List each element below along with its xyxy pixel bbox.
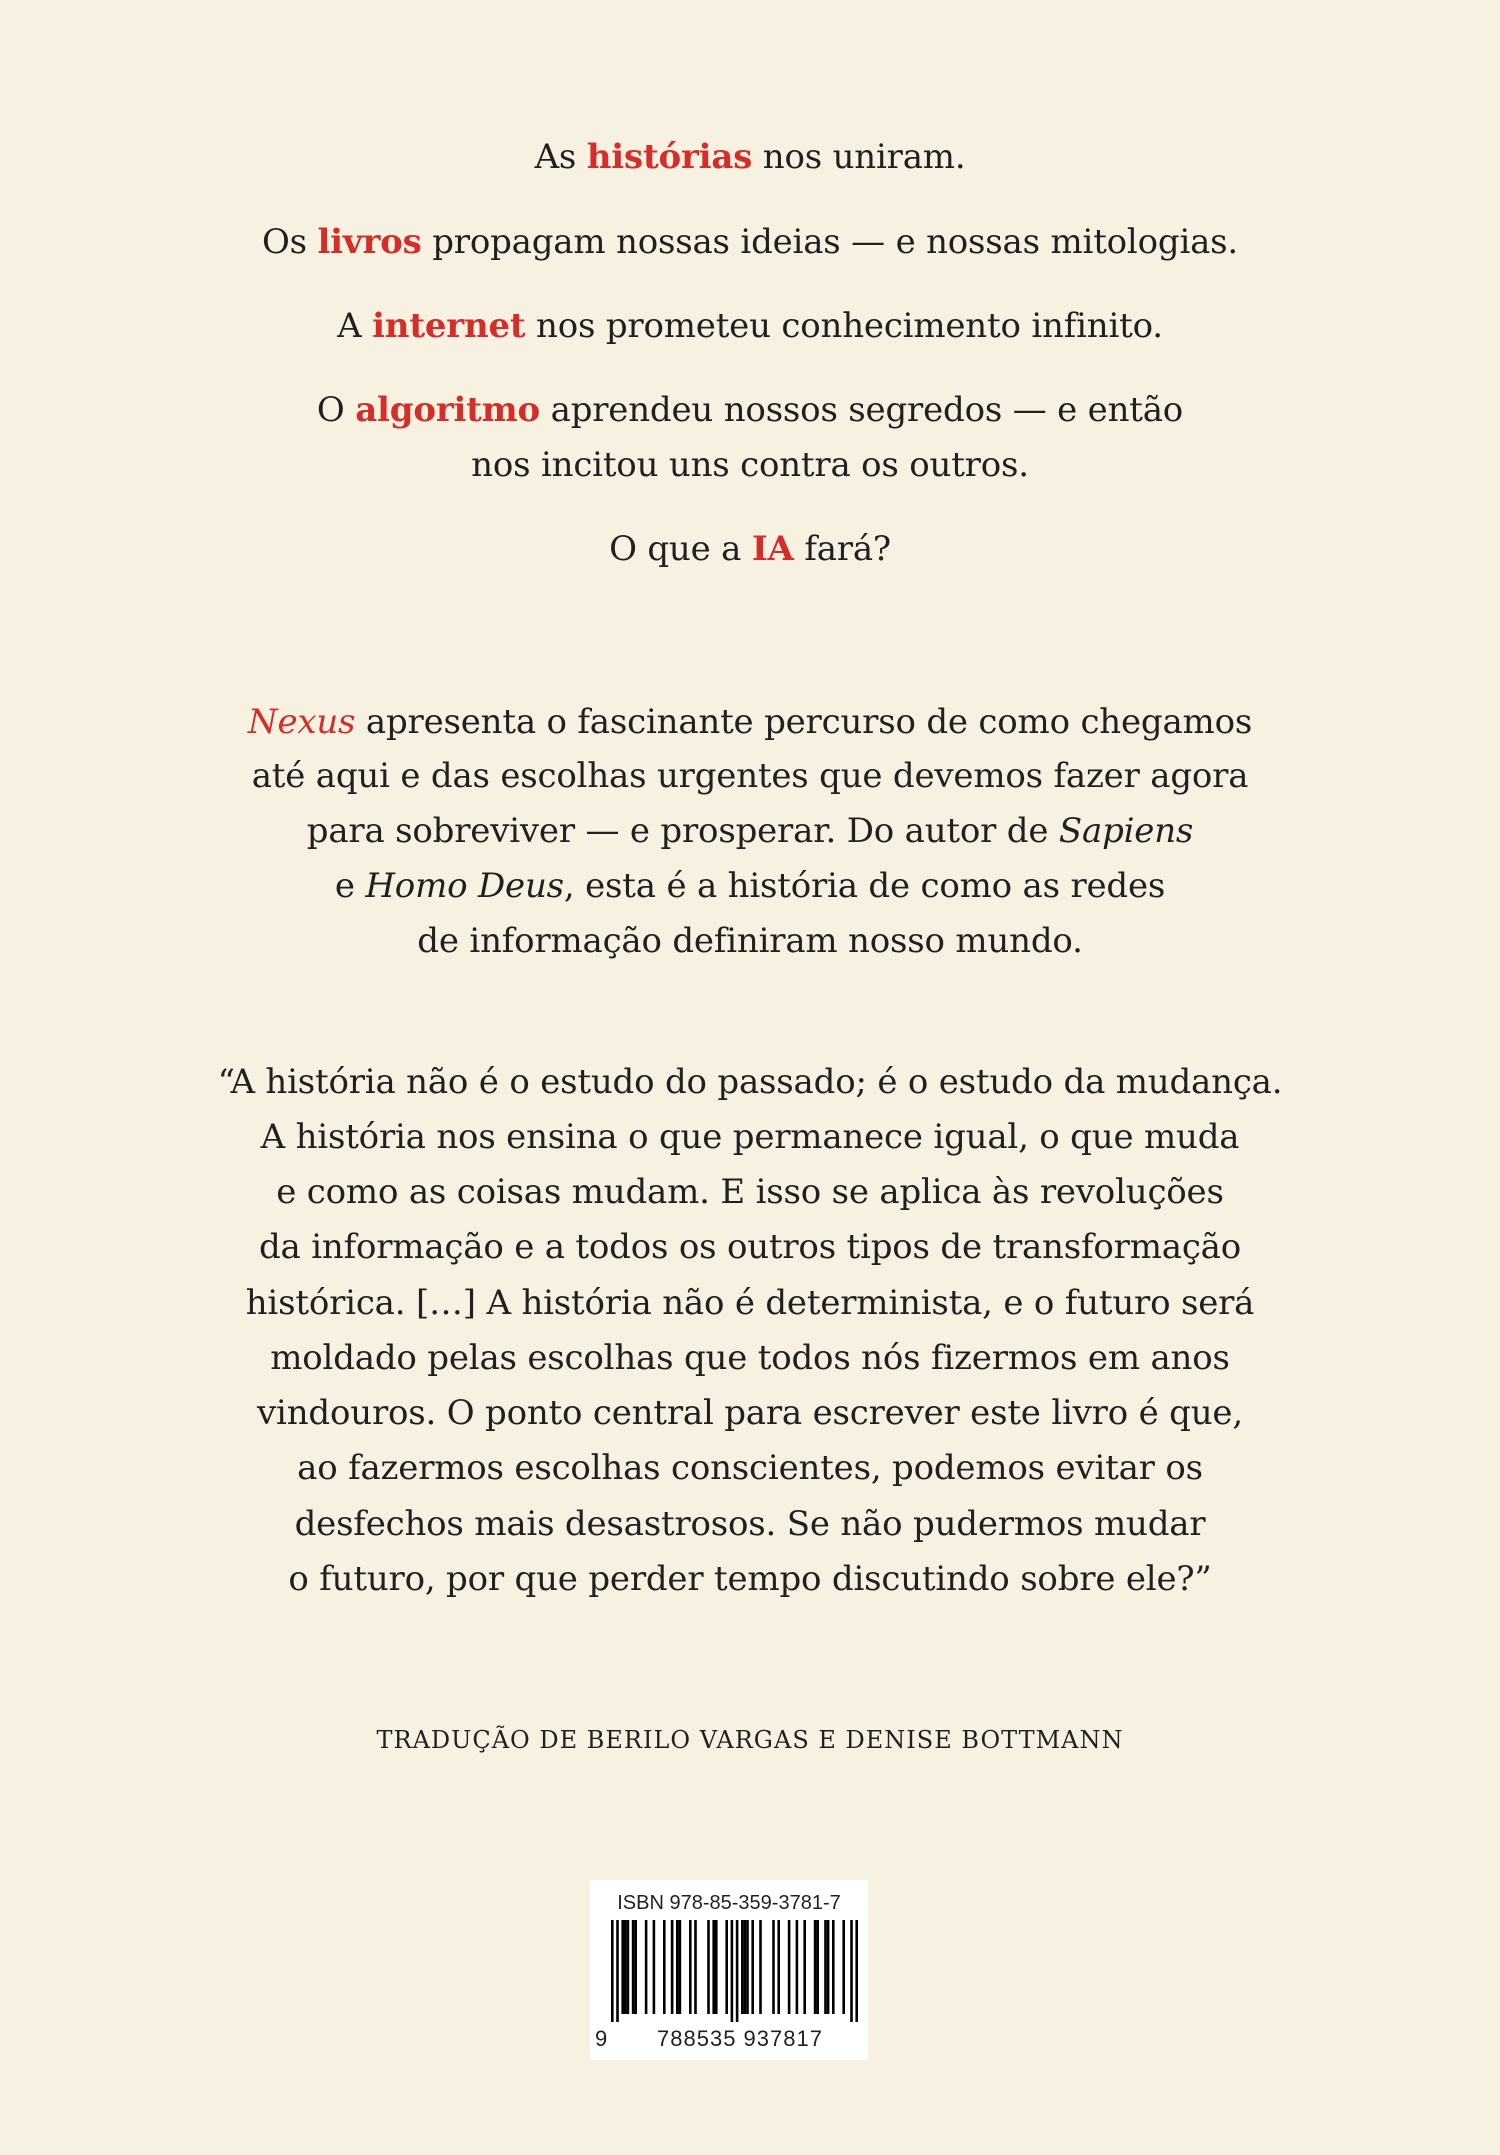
barcode-bar bbox=[850, 1920, 853, 2022]
barcode-bar bbox=[814, 1920, 817, 2014]
quote-line: “A história não é o estudo do passado; é o estudo da mudança. bbox=[217, 1062, 1283, 1102]
tagline-5 bbox=[0, 529, 1500, 569]
barcode-bar bbox=[645, 1920, 648, 2014]
tagline-1 bbox=[0, 137, 1500, 177]
quote-line: da informação e a todos os outros tipos de transformação bbox=[258, 1227, 1242, 1267]
barcode-bar bbox=[751, 1920, 754, 2014]
synopsis-line-2 bbox=[0, 756, 1500, 796]
quote-line: A história nos ensina o que permanece igual, o que muda bbox=[260, 1117, 1240, 1157]
barcode-bar bbox=[824, 1920, 827, 2014]
tagline-2 bbox=[0, 222, 1500, 262]
barcode-bar bbox=[746, 1920, 749, 2014]
quote-line: desfechos mais desastrosos. Se não pudermos mudar bbox=[294, 1504, 1206, 1544]
tagline-2-pre: Os bbox=[261, 222, 318, 262]
barcode-bar bbox=[679, 1920, 682, 2014]
quote-line: ao fazermos escolhas conscientes, podemos evitar os bbox=[297, 1448, 1203, 1488]
barcode-bar bbox=[712, 1920, 715, 2014]
barcode-bar bbox=[741, 1920, 744, 2014]
tagline-5-post: fará? bbox=[793, 529, 891, 569]
tagline-4-post: aprendeu nossos segredos — e então bbox=[540, 390, 1184, 430]
barcode-bar bbox=[731, 1920, 734, 2022]
barcode-bar bbox=[694, 1920, 697, 2014]
barcode-bar bbox=[855, 1920, 858, 2022]
synopsis-line-1-text: apresenta o fascinante percurso de como chegamos bbox=[355, 702, 1253, 742]
tagline-4-keyword: algoritmo bbox=[355, 390, 541, 430]
synopsis-line-1 bbox=[0, 702, 1500, 742]
barcode-bar bbox=[707, 1920, 710, 2014]
tagline-5-pre: O que a bbox=[609, 529, 752, 569]
barcode-bar bbox=[759, 1920, 762, 2014]
barcode-bar bbox=[796, 1920, 799, 2014]
isbn-barcode bbox=[590, 1880, 868, 2060]
tagline-1-post: nos uniram. bbox=[752, 137, 966, 177]
barcode-bar bbox=[715, 1920, 718, 2014]
sapiens-title: Sapiens bbox=[1058, 811, 1194, 851]
synopsis-line-3-text: para sobreviver — e prosperar. Do autor de bbox=[306, 811, 1059, 851]
tagline-2-post: propagam nossas ideias — e nossas mitologias. bbox=[421, 222, 1239, 262]
tagline-1-keyword: histórias bbox=[586, 137, 753, 177]
tagline-4-continued bbox=[0, 445, 1500, 485]
homo-deus-title: Homo Deus bbox=[365, 866, 564, 906]
ean-digits: 788535 937817 bbox=[657, 2026, 823, 2051]
tagline-3-keyword: internet bbox=[372, 306, 526, 346]
barcode-bar bbox=[634, 1920, 637, 2014]
tagline-5-keyword: IA bbox=[751, 529, 794, 569]
synopsis-line-4 bbox=[0, 866, 1500, 906]
barcode-bar bbox=[616, 1920, 619, 2022]
quote-line: vindouros. O ponto central para escrever este livro é que, bbox=[257, 1393, 1243, 1433]
synopsis-line-2-text: até aqui e das escolhas urgentes que devemos fazer agora bbox=[251, 756, 1249, 796]
barcode-bar bbox=[803, 1920, 806, 2014]
tagline-2-keyword: livros bbox=[317, 222, 422, 262]
barcode-bar bbox=[777, 1920, 780, 2014]
barcode-bar bbox=[676, 1920, 679, 2014]
synopsis-line-5 bbox=[0, 921, 1500, 961]
synopsis-line-4-post: , esta é a história de como as redes bbox=[563, 866, 1166, 906]
barcode-bar bbox=[671, 1920, 674, 2014]
barcode-bar bbox=[632, 1920, 635, 2014]
barcode-bar bbox=[816, 1920, 819, 2014]
barcode-bar bbox=[842, 1920, 845, 2014]
barcode-bar bbox=[621, 1920, 624, 2014]
quote-line: moldado pelas escolhas que todos nós fizermos em anos bbox=[270, 1338, 1230, 1378]
synopsis-line-3 bbox=[0, 811, 1500, 851]
tagline-4 bbox=[0, 390, 1500, 430]
barcode-bar bbox=[725, 1920, 728, 2014]
barcode-bar bbox=[611, 1920, 614, 2022]
barcode-bar bbox=[744, 1920, 747, 2014]
barcode-bars bbox=[599, 1920, 859, 2022]
quote-line: o futuro, por que perder tempo discutindo sobre ele?” bbox=[288, 1559, 1212, 1599]
barcode-bar bbox=[627, 1920, 630, 2014]
book-title: Nexus bbox=[247, 702, 356, 742]
barcode-bar bbox=[788, 1920, 791, 2014]
barcode-bar bbox=[653, 1920, 656, 2014]
tagline-4-pre: O bbox=[316, 390, 356, 430]
barcode-bar bbox=[827, 1920, 830, 2014]
barcode-bar bbox=[832, 1920, 835, 2014]
quote-line: histórica. […] A história não é determinista, e o futuro será bbox=[245, 1283, 1255, 1323]
quote-line: e como as coisas mudam. E isso se aplica às revoluções bbox=[276, 1172, 1224, 1212]
tagline-3-post: nos prometeu conhecimento infinito. bbox=[525, 306, 1163, 346]
barcode-bar bbox=[689, 1920, 692, 2014]
isbn-label: ISBN 978-85-359-3781-7 bbox=[617, 1892, 841, 1914]
barcode-bar bbox=[736, 1920, 739, 2022]
tagline-3 bbox=[0, 306, 1500, 346]
tagline-3-pre: A bbox=[337, 306, 373, 346]
barcode-bar bbox=[624, 1920, 627, 2014]
tagline-1-pre: As bbox=[534, 137, 587, 177]
barcode-bar bbox=[772, 1920, 775, 2014]
translation-credits: TRADUÇÃO DE BERILO VARGAS E DENISE BOTTMANN bbox=[376, 1726, 1124, 1754]
ean-first-digit: 9 bbox=[595, 2026, 608, 2051]
tagline-4-continued-text: nos incitou uns contra os outros. bbox=[471, 445, 1029, 485]
synopsis-line-4-pre: e bbox=[334, 866, 366, 906]
barcode-bar bbox=[663, 1920, 666, 2014]
synopsis-line-5-text: de informação definiram nosso mundo. bbox=[417, 921, 1083, 961]
